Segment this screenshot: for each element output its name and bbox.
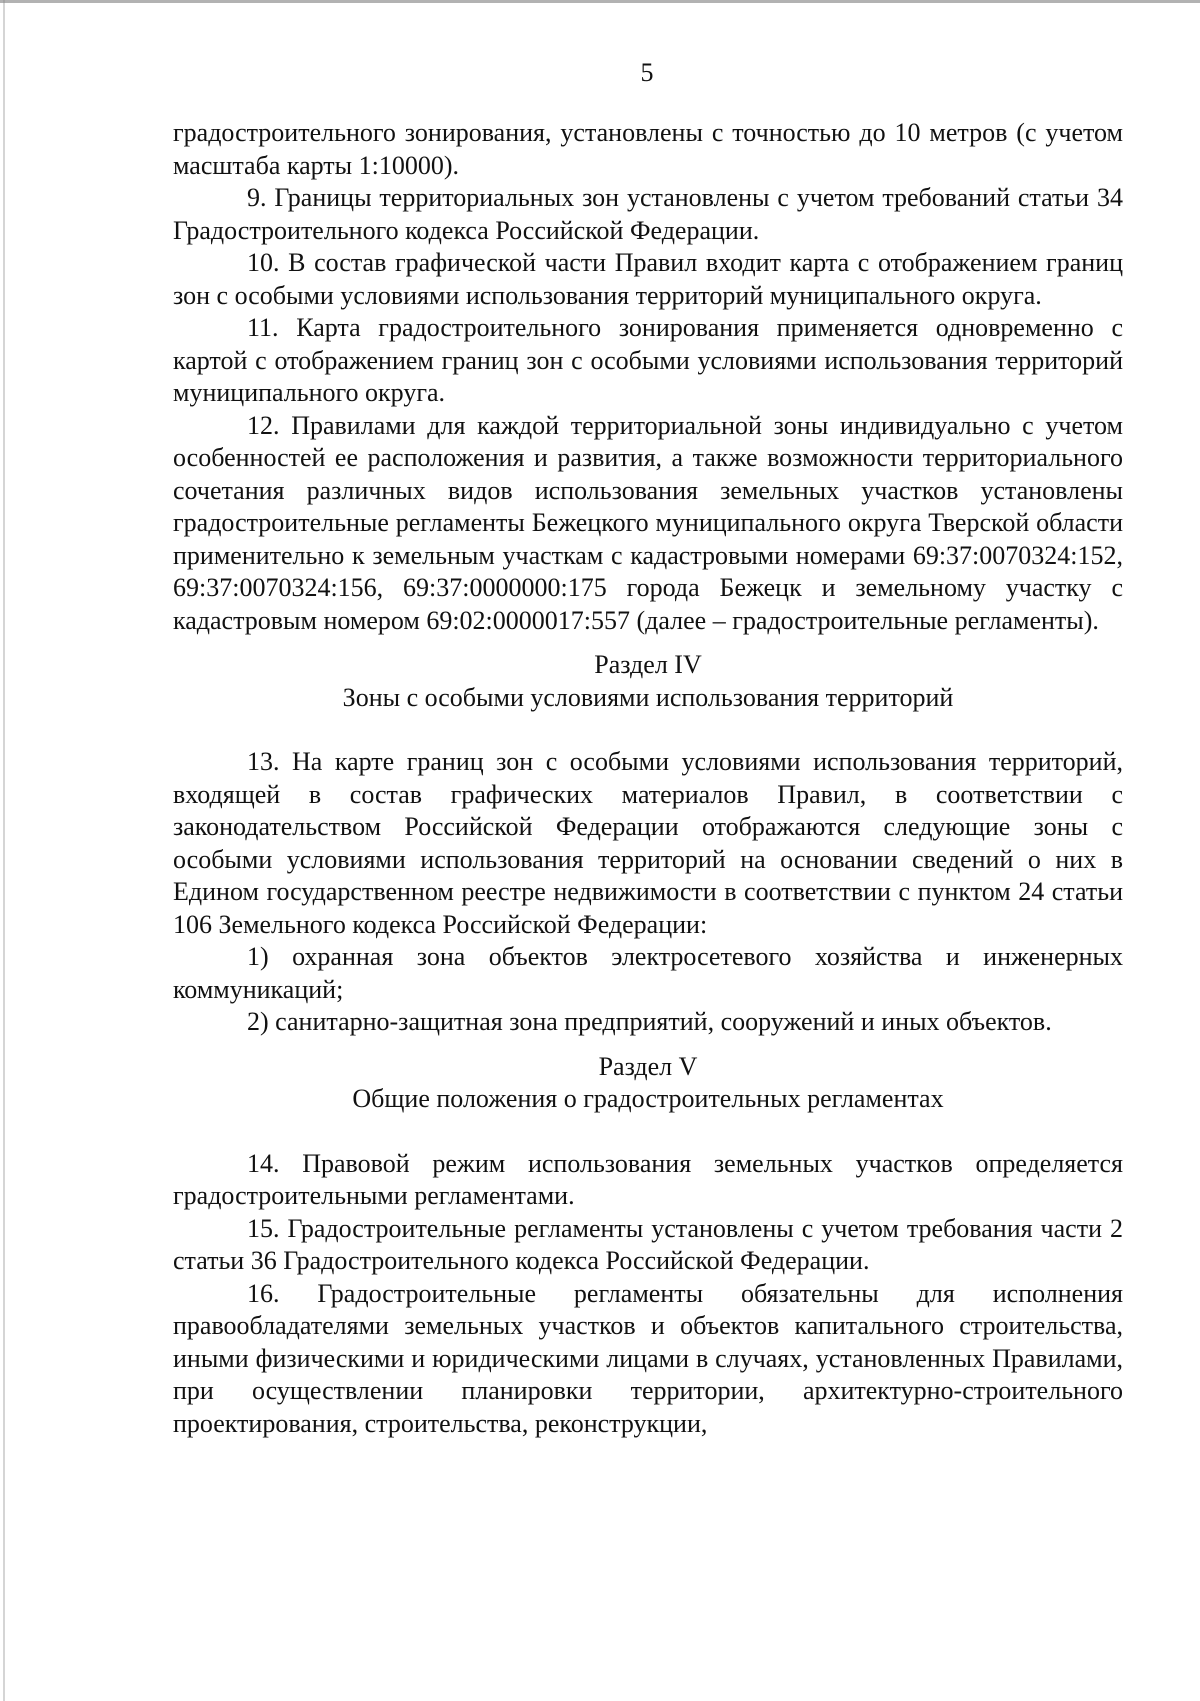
list-item-1: 1) охранная зона объектов электросетевого хозяйства и инженерных коммуникаций;: [173, 942, 1123, 1004]
spacer: [173, 714, 1123, 746]
paragraph-16: 16. Градостроительные регламенты обязательны для исполнения правообладателями земельных участков и объектов капитального строительства, иными физическими и юридическими лицами в случаях, установленных Правилами, при осуществлении планировки территории, архитектурно-строительного проектирования, строительства, реконструкции,: [173, 1278, 1123, 1438]
list-item-2: 2) санитарно-защитная зона предприятий, сооружений и иных объектов.: [247, 1007, 1052, 1036]
scan-left-edge: [3, 0, 5, 1701]
paragraph-11: 11. Карта градостроительного зонирования применяется одновременно с картой с отображением границ зон с особыми условиями использования территорий муниципального округа.: [173, 313, 1123, 407]
paragraph-14: 14. Правовой режим использования земельных участков определяется градостроительными регламентами.: [173, 1148, 1123, 1210]
section-5-title: Общие положения о градостроительных регламентах: [352, 1084, 944, 1113]
spacer: [173, 1116, 1123, 1148]
paragraph-10: 10. В состав графической части Правил входит карта с отображением границ зон с особыми условиями использования территорий муниципального округа.: [173, 248, 1123, 310]
paragraph-continuation: градостроительного зонирования, установлены с точностью до 10 метров (с учетом масштаба карты 1:10000).: [173, 118, 1123, 180]
section-4-title: Зоны с особыми условиями использования территорий: [342, 682, 954, 712]
scan-top-edge: [0, 0, 1200, 3]
spacer: [173, 637, 1123, 649]
paragraph-9: 9. Границы территориальных зон установлены с учетом требований статьи 34 Градостроительного кодекса Российской Федерации.: [173, 183, 1123, 245]
page-number: 5: [640, 58, 654, 87]
section-5-label: Раздел V: [598, 1051, 698, 1081]
spacer: [173, 1039, 1123, 1051]
paragraph-12: 12. Правилами для каждой территориальной зоны индивидуально с учетом особенностей ее расположения и развития, а также возможности территориального сочетания различных видов использования земельных участков установлены градостроительные регламенты Бежецкого муниципального округа Тверской области применительно к земельным участкам с кадастровыми номерами 69:37:0070324:152, 69:37:0070324:156, 69:37:0000000:175 города Бежецк и земельному участку с кадастровым номером 69:02:0000017:557 (далее – градостроительные регламенты).: [173, 410, 1123, 635]
section-4-label: Раздел IV: [594, 650, 702, 679]
document-body: [173, 117, 1123, 1440]
paragraph-15: 15. Градостроительные регламенты установлены с учетом требования части 2 статьи 36 Градостроительного кодекса Российской Федерации.: [173, 1213, 1123, 1275]
paragraph-13: 13. На карте границ зон с особыми условиями использования территорий, входящей в состав графических материалов Правил, в соответствии с законодательством Российской Федерации отображаются следующие зоны с особыми условиями использования территорий на основании сведений о них в Едином государственном реестре недвижимости в соответствии с пунктом 24 статьи 106 Земельного кодекса Российской Федерации:: [173, 747, 1123, 939]
